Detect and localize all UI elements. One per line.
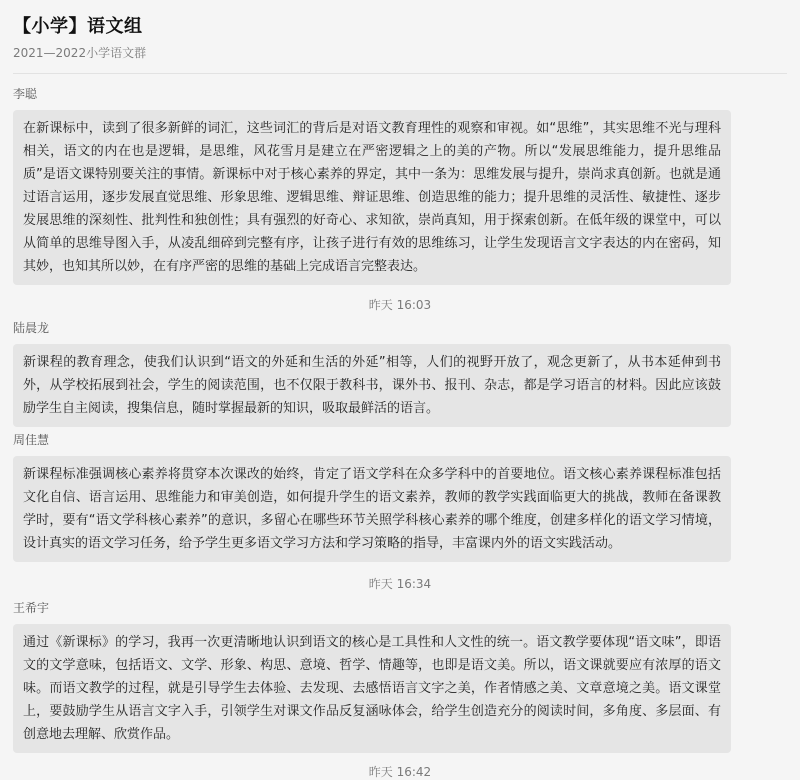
timestamp: 昨天 16:03 <box>368 298 432 312</box>
timestamp: 昨天 16:42 <box>368 765 432 779</box>
sender-name: 王希宇 <box>13 601 50 615</box>
group-title: 【小学】语文组 <box>13 16 143 37</box>
message-bubble[interactable]: 新课程的教育理念，使我们认识到“语文的外延和生活的外延”相等，人们的视野开放了，观念更新了，从书本延伸到书外，从学校拓展到社会，学生的阅读范围，也不仅限于教科书，课外书、报刊、杂志，都是学习语言的材料。因此应该鼓励学生自主阅读，搜集信息，随时掌握最新的知识，吸取最鲜活的语言。 <box>13 344 731 427</box>
message-bubble[interactable]: 通过《新课标》的学习，我再一次更清晰地认识到语文的核心是工具性和人文性的统一。语文教学要体现“语文味”，即语文的文学意味，包括语文、文学、形象、构思、意境、哲学、情趣等，也即是语文美。所以，语文课就要应有浓厚的语文味。而语文教学的过程，就是引导学生去体验、去发现、去感悟语言文字之美，作者情感之美、文章意境之美。语文课堂上，要鼓励学生从语言文字入手，引领学生对课文作品反复涵咏体会，给学生创造充分的阅读时间，多角度、多层面、有创意地去理解、欣赏作品。 <box>13 624 731 753</box>
message-item <box>13 432 731 562</box>
message-bubble[interactable]: 在新课标中，读到了很多新鲜的词汇，这些词汇的背后是对语文教育理性的观察和审视。如“思维”，其实思维不光与理科相关，语文的内在也是逻辑，是思维，风花雪月是建立在严密逻辑之上的美的产物。所以“发展思维能力，提升思维品质”是语文课特别要关注的事情。新课标中对于核心素养的界定，其中一条为：思维发展与提升，崇尚求真创新。也就是通过语言运用，逐步发展直觉思维、形象思维、逻辑思维、辩证思维、创造思维的能力；提升思维的灵活性、敏捷性、逐步发展思维的深刻性、批判性和独创性；具有强烈的好奇心、求知欲，崇尚真知，用于探索创新。在低年级的课堂中，可以从简单的思维导图入手，从凌乱细碎到完整有序，让孩子进行有效的思维练习，让学生发现语言文字表达的内在密码，知其妙，也知其所以妙，在有序严密的思维的基础上完成语言完整表达。 <box>13 110 731 285</box>
sender-name: 李聪 <box>13 87 38 101</box>
sender-name: 陆晨龙 <box>13 321 50 335</box>
timestamp: 昨天 16:34 <box>368 577 432 591</box>
sender-name: 周佳慧 <box>13 433 50 447</box>
header-divider <box>13 73 787 74</box>
group-subtitle: 2021—2022小学语文群 <box>13 46 147 60</box>
message-bubble[interactable]: 新课程标准强调核心素养将贯穿本次课改的始终，肯定了语文学科在众多学科中的首要地位。语文核心素养课程标准包括文化自信、语言运用、思维能力和审美创造，如何提升学生的语文素养，教师的教学实践面临更大的挑战，教师在备课教学时，要有“语文学科核心素养”的意识，多留心在哪些环节关照学科核心素养的哪个维度，创建多样化的语文学习情境，设计真实的语文学习任务，给予学生更多语文学习方法和学习策略的指导，丰富课内外的语文实践活动。 <box>13 456 731 562</box>
message-item <box>13 600 731 753</box>
message-item <box>13 86 731 285</box>
message-item <box>13 320 731 427</box>
chat-header <box>0 0 800 76</box>
